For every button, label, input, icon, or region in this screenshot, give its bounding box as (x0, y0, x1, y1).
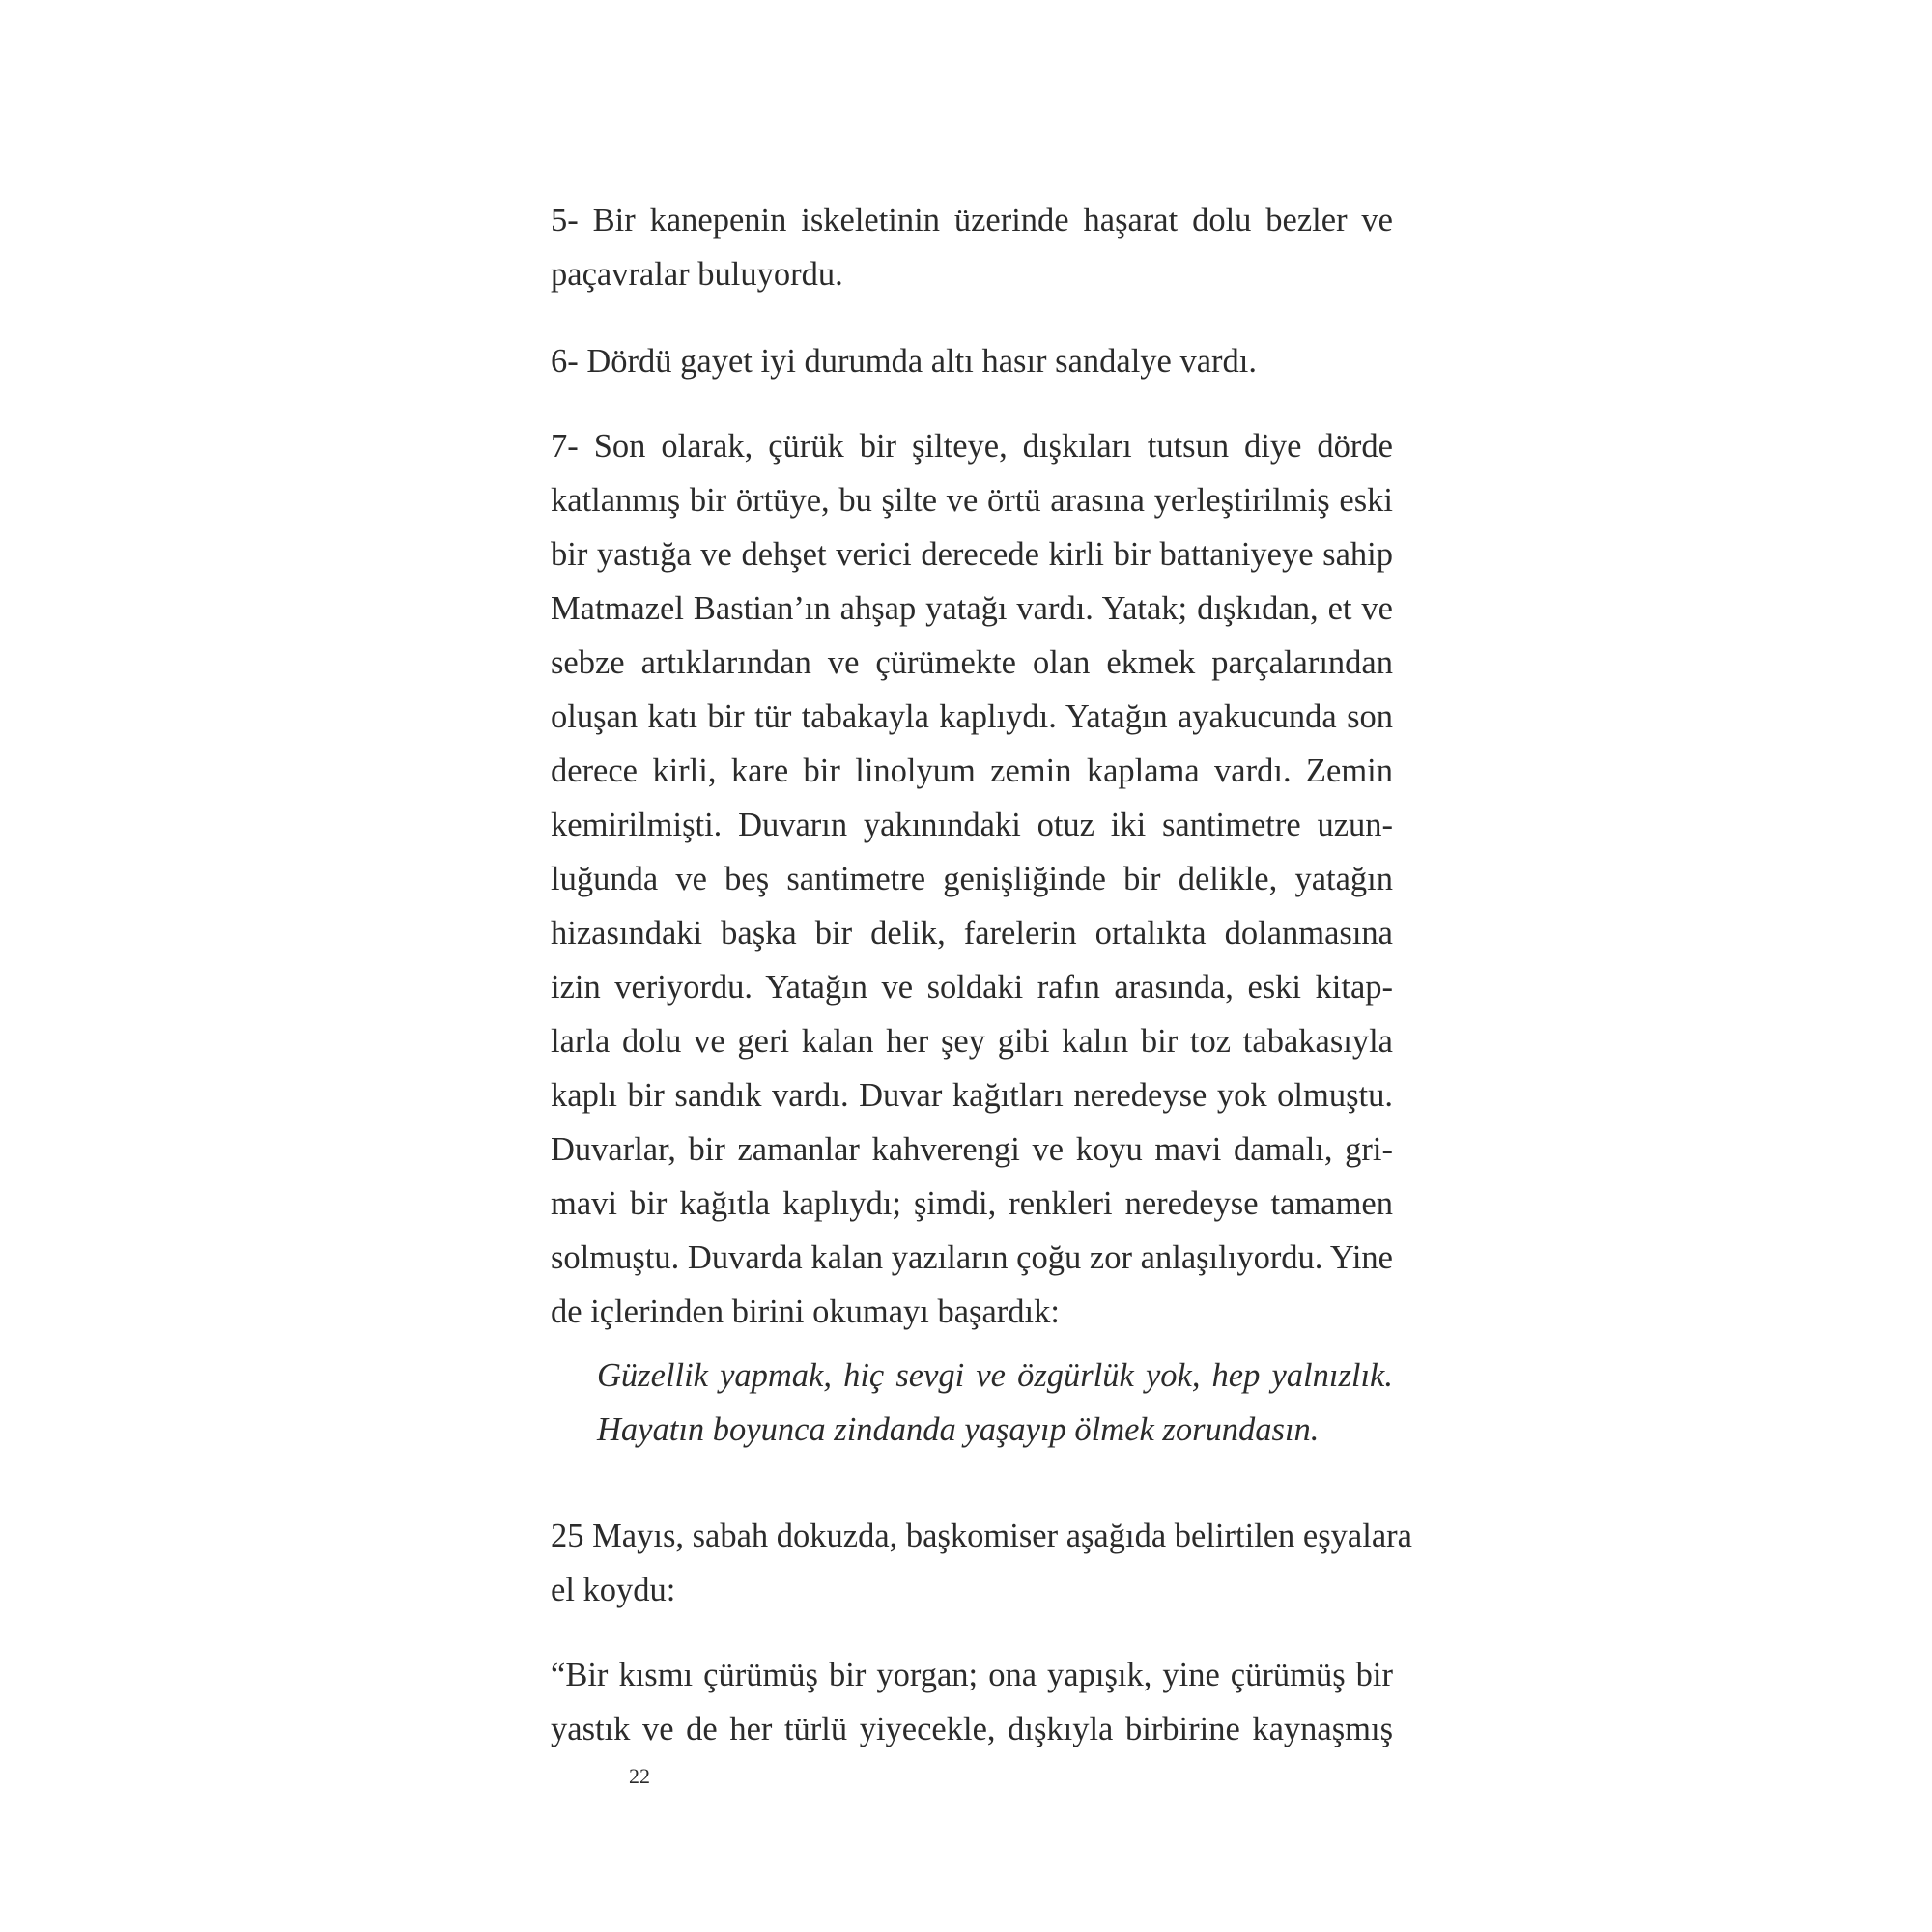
text-line: oluşan katı bir tür tabakayla kaplıydı. Yatağın ayakucunda son (551, 698, 1393, 735)
block-quote (597, 1349, 1393, 1457)
text-line: luğunda ve beş santimetre genişliğinde bir delikle, yatağın (551, 861, 1393, 897)
text-line: larla dolu ve geri kalan her şey gibi kalın bir toz tabakasıyla (551, 1023, 1393, 1060)
paragraph-6 (551, 334, 1393, 388)
text-line: mavi bir kağıtla kaplıydı; şimdi, renkleri neredeyse tamamen (551, 1185, 1393, 1222)
text-line: de içlerinden birini okumayı başardık: (551, 1293, 1060, 1330)
quote-line: Güzellik yapmak, hiç sevgi ve özgürlük yok, hep yalnızlık. (597, 1357, 1393, 1394)
paragraph-inventory-quote (551, 1648, 1393, 1756)
text-line: 25 Mayıs, sabah dokuzda, başkomiser aşağıda belirtilen eşyalara (551, 1518, 1412, 1554)
text-line: el koydu: (551, 1572, 676, 1608)
text-line: derece kirli, kare bir linolyum zemin kaplama vardı. Zemin (551, 753, 1393, 789)
text-line: sebze artıklarından ve çürümekte olan ekmek parçalarından (551, 644, 1393, 681)
text-line: “Bir kısmı çürümüş bir yorgan; ona yapışık, yine çürümüş bir (551, 1657, 1393, 1693)
text-line: katlanmış bir örtüye, bu şilte ve örtü arasına yerleştirilmiş eski (551, 482, 1393, 519)
text-line: 5- Bir kanepenin iskeletinin üzerinde haşarat dolu bezler ve (551, 202, 1393, 239)
page-number: 22 (629, 1764, 650, 1788)
text-line: yastık ve de her türlü yiyecekle, dışkıyla birbirine kaynaşmış (551, 1711, 1393, 1747)
text-line: kemirilmişti. Duvarın yakınındaki otuz iki santimetre uzun- (551, 807, 1393, 843)
text-line: Matmazel Bastian’ın ahşap yatağı vardı. Yatak; dışkıdan, et ve (551, 590, 1393, 627)
paragraph-5 (551, 193, 1393, 301)
paragraph-7 (551, 419, 1393, 1339)
text-line: bir yastığa ve dehşet verici derecede kirli bir battaniyeye sahip (551, 536, 1393, 573)
text-line: Duvarlar, bir zamanlar kahverengi ve koyu mavi damalı, gri- (551, 1131, 1393, 1168)
quote-line: Hayatın boyunca zindanda yaşayıp ölmek zorundasın. (597, 1411, 1320, 1448)
text-line: hizasındaki başka bir delik, farelerin ortalıkta dolanmasına (551, 915, 1393, 952)
text-line: paçavralar buluyordu. (551, 256, 843, 293)
text-line: 6- Dördü gayet iyi durumda altı hasır sandalye vardı. (551, 343, 1258, 380)
text-line: kaplı bir sandık vardı. Duvar kağıtları neredeyse yok olmuştu. (551, 1077, 1393, 1114)
text-line: solmuştu. Duvarda kalan yazıların çoğu zor anlaşılıyordu. Yine (551, 1239, 1393, 1276)
paragraph-25-mayis (551, 1509, 1412, 1617)
text-line: 7- Son olarak, çürük bir şilteye, dışkıları tutsun diye dörde (551, 428, 1393, 465)
text-line: izin veriyordu. Yatağın ve soldaki rafın arasında, eski kitap- (551, 969, 1393, 1006)
